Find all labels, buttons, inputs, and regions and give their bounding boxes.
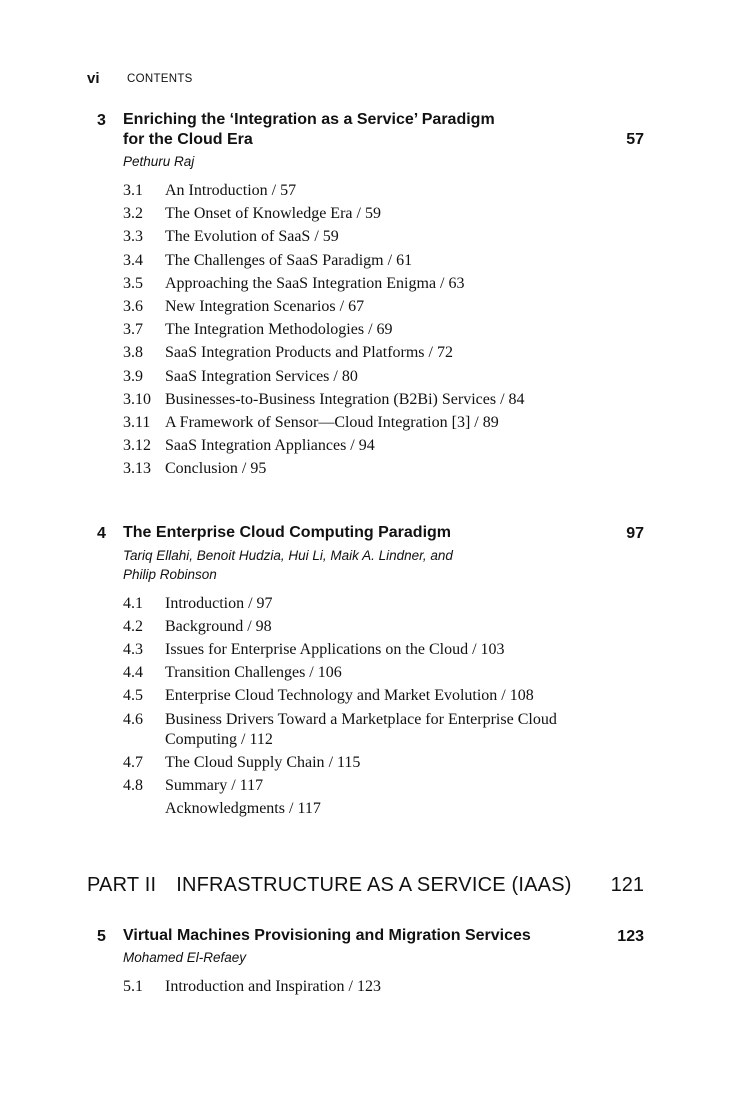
section-number: 3.6: [123, 298, 143, 315]
chapter-number: 4: [97, 525, 106, 542]
section-page: 80: [341, 367, 358, 385]
section-title: [165, 663, 342, 683]
part-heading: [87, 874, 572, 897]
section-title: [165, 640, 505, 660]
separator: /: [350, 437, 355, 455]
separator: /: [231, 777, 236, 794]
section-page: 108: [509, 687, 534, 704]
section-number: 3.1: [123, 182, 143, 199]
section-page: 117: [239, 777, 264, 794]
section-title-text: The Evolution of SaaS: [165, 228, 311, 246]
section-page: 94: [358, 437, 375, 455]
acknowledgments-title: Acknowledgments: [165, 800, 285, 817]
separator: /: [248, 595, 253, 612]
section-page: 123: [356, 978, 381, 995]
separator: /: [333, 367, 338, 385]
section-number: 3.9: [123, 367, 143, 385]
section-number: 3.4: [123, 251, 143, 269]
section-page: 69: [376, 321, 393, 339]
chapter-page: 97: [626, 525, 644, 542]
section-number: 4.8: [123, 777, 143, 794]
chapter-authors: Mohamed El-Refaey: [123, 950, 247, 965]
section-title-text: The Integration Methodologies: [165, 321, 365, 339]
section-title: [165, 251, 412, 271]
separator: /: [428, 344, 433, 362]
section-title: [165, 204, 381, 224]
separator: /: [348, 978, 353, 995]
chapter-page: 57: [626, 131, 644, 148]
section-number: 4.1: [123, 595, 143, 612]
section-title: [165, 390, 525, 410]
chapter-title-line: Enriching the ‘Integration as a Service’ Paradigm: [123, 111, 495, 128]
section-page: 59: [364, 205, 381, 223]
section-title: [165, 297, 364, 317]
section-title: [165, 436, 375, 456]
section-page: 112: [249, 731, 273, 748]
section-page: 72: [436, 344, 453, 362]
section-title-text: Issues for Enterprise Applications on the Cloud: [165, 641, 469, 658]
chapter-number: 3: [97, 112, 106, 129]
part-label: PART II: [87, 874, 157, 896]
section-title: [165, 459, 266, 479]
section-page: 103: [480, 641, 505, 658]
separator: /: [440, 274, 445, 292]
chapter-title-line: for the Cloud Era: [123, 131, 253, 148]
section-title-text: A Framework of Sensor—Cloud Integration [3]: [165, 414, 471, 431]
separator: /: [309, 664, 314, 681]
section-number: 4.5: [123, 687, 143, 704]
section-number: 4.2: [123, 618, 143, 635]
separator: /: [339, 298, 345, 315]
chapter-number: 5: [97, 928, 106, 945]
running-head-label: CONTENTS: [127, 73, 193, 85]
section-title-text: Businesses-to-Business Integration (B2Bi) Services: [165, 390, 497, 408]
section-number: 3.3: [123, 228, 143, 246]
section-title: [165, 977, 381, 997]
section-number: 3.2: [123, 205, 143, 223]
separator: /: [356, 205, 361, 223]
separator: /: [241, 460, 247, 478]
section-number: 3.13: [123, 460, 151, 478]
separator: /: [474, 414, 479, 431]
section-title-text: Introduction and Inspiration: [165, 978, 345, 995]
separator: /: [328, 754, 334, 771]
section-title: [165, 320, 393, 340]
section-title-text: Transition Challenges: [165, 664, 306, 681]
separator: /: [288, 800, 294, 817]
section-title-text: The Cloud Supply Chain: [165, 754, 325, 771]
separator: /: [500, 390, 505, 408]
section-title: [165, 594, 273, 614]
section-title-text: Conclusion: [165, 460, 238, 478]
separator: /: [314, 228, 319, 246]
separator: /: [472, 641, 477, 658]
chapter-title[interactable]: Virtual Machines Provisioning and Migration Services: [123, 927, 531, 944]
section-page: 106: [317, 664, 342, 681]
chapter-title[interactable]: [123, 110, 495, 150]
section-page: 98: [255, 618, 272, 635]
section-title-text: Summary: [165, 777, 228, 794]
section-number: 3.10: [123, 390, 151, 408]
section-number: 3.12: [123, 437, 151, 455]
section-title-text: SaaS Integration Appliances: [165, 437, 347, 455]
separator: /: [247, 618, 252, 635]
section-title: [165, 274, 465, 294]
section-title: [165, 367, 358, 387]
chapter-title[interactable]: The Enterprise Cloud Computing Paradigm: [123, 524, 452, 541]
section-title-line: Business Drivers Toward a Marketplace for Enterprise Cloud: [165, 711, 557, 728]
section-number: 3.8: [123, 344, 143, 362]
section-page: 117: [297, 800, 321, 817]
section-page: 59: [322, 228, 339, 246]
page-number: vi: [87, 70, 100, 87]
section-title: [165, 776, 263, 796]
section-title-text: New Integration Scenarios: [165, 298, 336, 315]
section-number: 4.6: [123, 711, 143, 728]
chapter-authors: [123, 546, 453, 584]
section-title-text: SaaS Integration Services: [165, 367, 330, 385]
chapter-authors: Pethuru Raj: [123, 154, 195, 169]
section-title-text: Enterprise Cloud Technology and Market Evolution: [165, 687, 498, 704]
section-title-text: Introduction: [165, 595, 245, 612]
section-page: 63: [448, 274, 465, 292]
separator: /: [368, 321, 373, 339]
section-number: 5.1: [123, 978, 143, 995]
section-number: 4.7: [123, 754, 143, 771]
section-page: 84: [508, 390, 525, 408]
section-title-line: Computing: [165, 731, 238, 748]
part-page: 121: [610, 874, 644, 896]
authors-line: Tariq Ellahi, Benoit Hudzia, Hui Li, Maik A. Lindner, and: [123, 548, 453, 563]
section-title: [165, 413, 499, 433]
section-page: 115: [337, 754, 361, 771]
section-title-text: Approaching the SaaS Integration Enigma: [165, 274, 437, 292]
section-number: 3.11: [123, 414, 151, 431]
authors-line: Philip Robinson: [123, 567, 217, 582]
section-title-text: SaaS Integration Products and Platforms: [165, 344, 425, 362]
section-title-text: The Challenges of SaaS Paradigm: [165, 251, 384, 269]
separator: /: [387, 251, 393, 269]
chapter-page: 123: [617, 928, 644, 945]
section-page: 67: [348, 298, 365, 315]
separator: /: [241, 731, 246, 748]
section-number: 3.5: [123, 274, 143, 292]
section-page: 57: [280, 182, 297, 199]
section-page: 95: [250, 460, 267, 478]
separator: /: [501, 687, 506, 704]
section-number: 4.3: [123, 641, 143, 658]
section-title: [165, 227, 339, 247]
section-title: [165, 617, 272, 637]
section-title: [165, 753, 360, 773]
section-title: [165, 686, 534, 706]
section-page: 89: [482, 414, 499, 431]
section-title: [165, 710, 557, 750]
section-number: 4.4: [123, 664, 143, 681]
separator: /: [271, 182, 277, 199]
part-title: INFRASTRUCTURE AS A SERVICE (IAAS): [176, 874, 572, 896]
section-page: 97: [256, 595, 273, 612]
section-title: [165, 799, 321, 819]
section-title: [165, 181, 296, 201]
section-page: 61: [396, 251, 413, 269]
section-title: [165, 343, 453, 363]
section-title-text: The Onset of Knowledge Era: [165, 205, 353, 223]
section-title-text: An Introduction: [165, 182, 268, 199]
section-title-text: Background: [165, 618, 244, 635]
section-number: 3.7: [123, 321, 143, 339]
